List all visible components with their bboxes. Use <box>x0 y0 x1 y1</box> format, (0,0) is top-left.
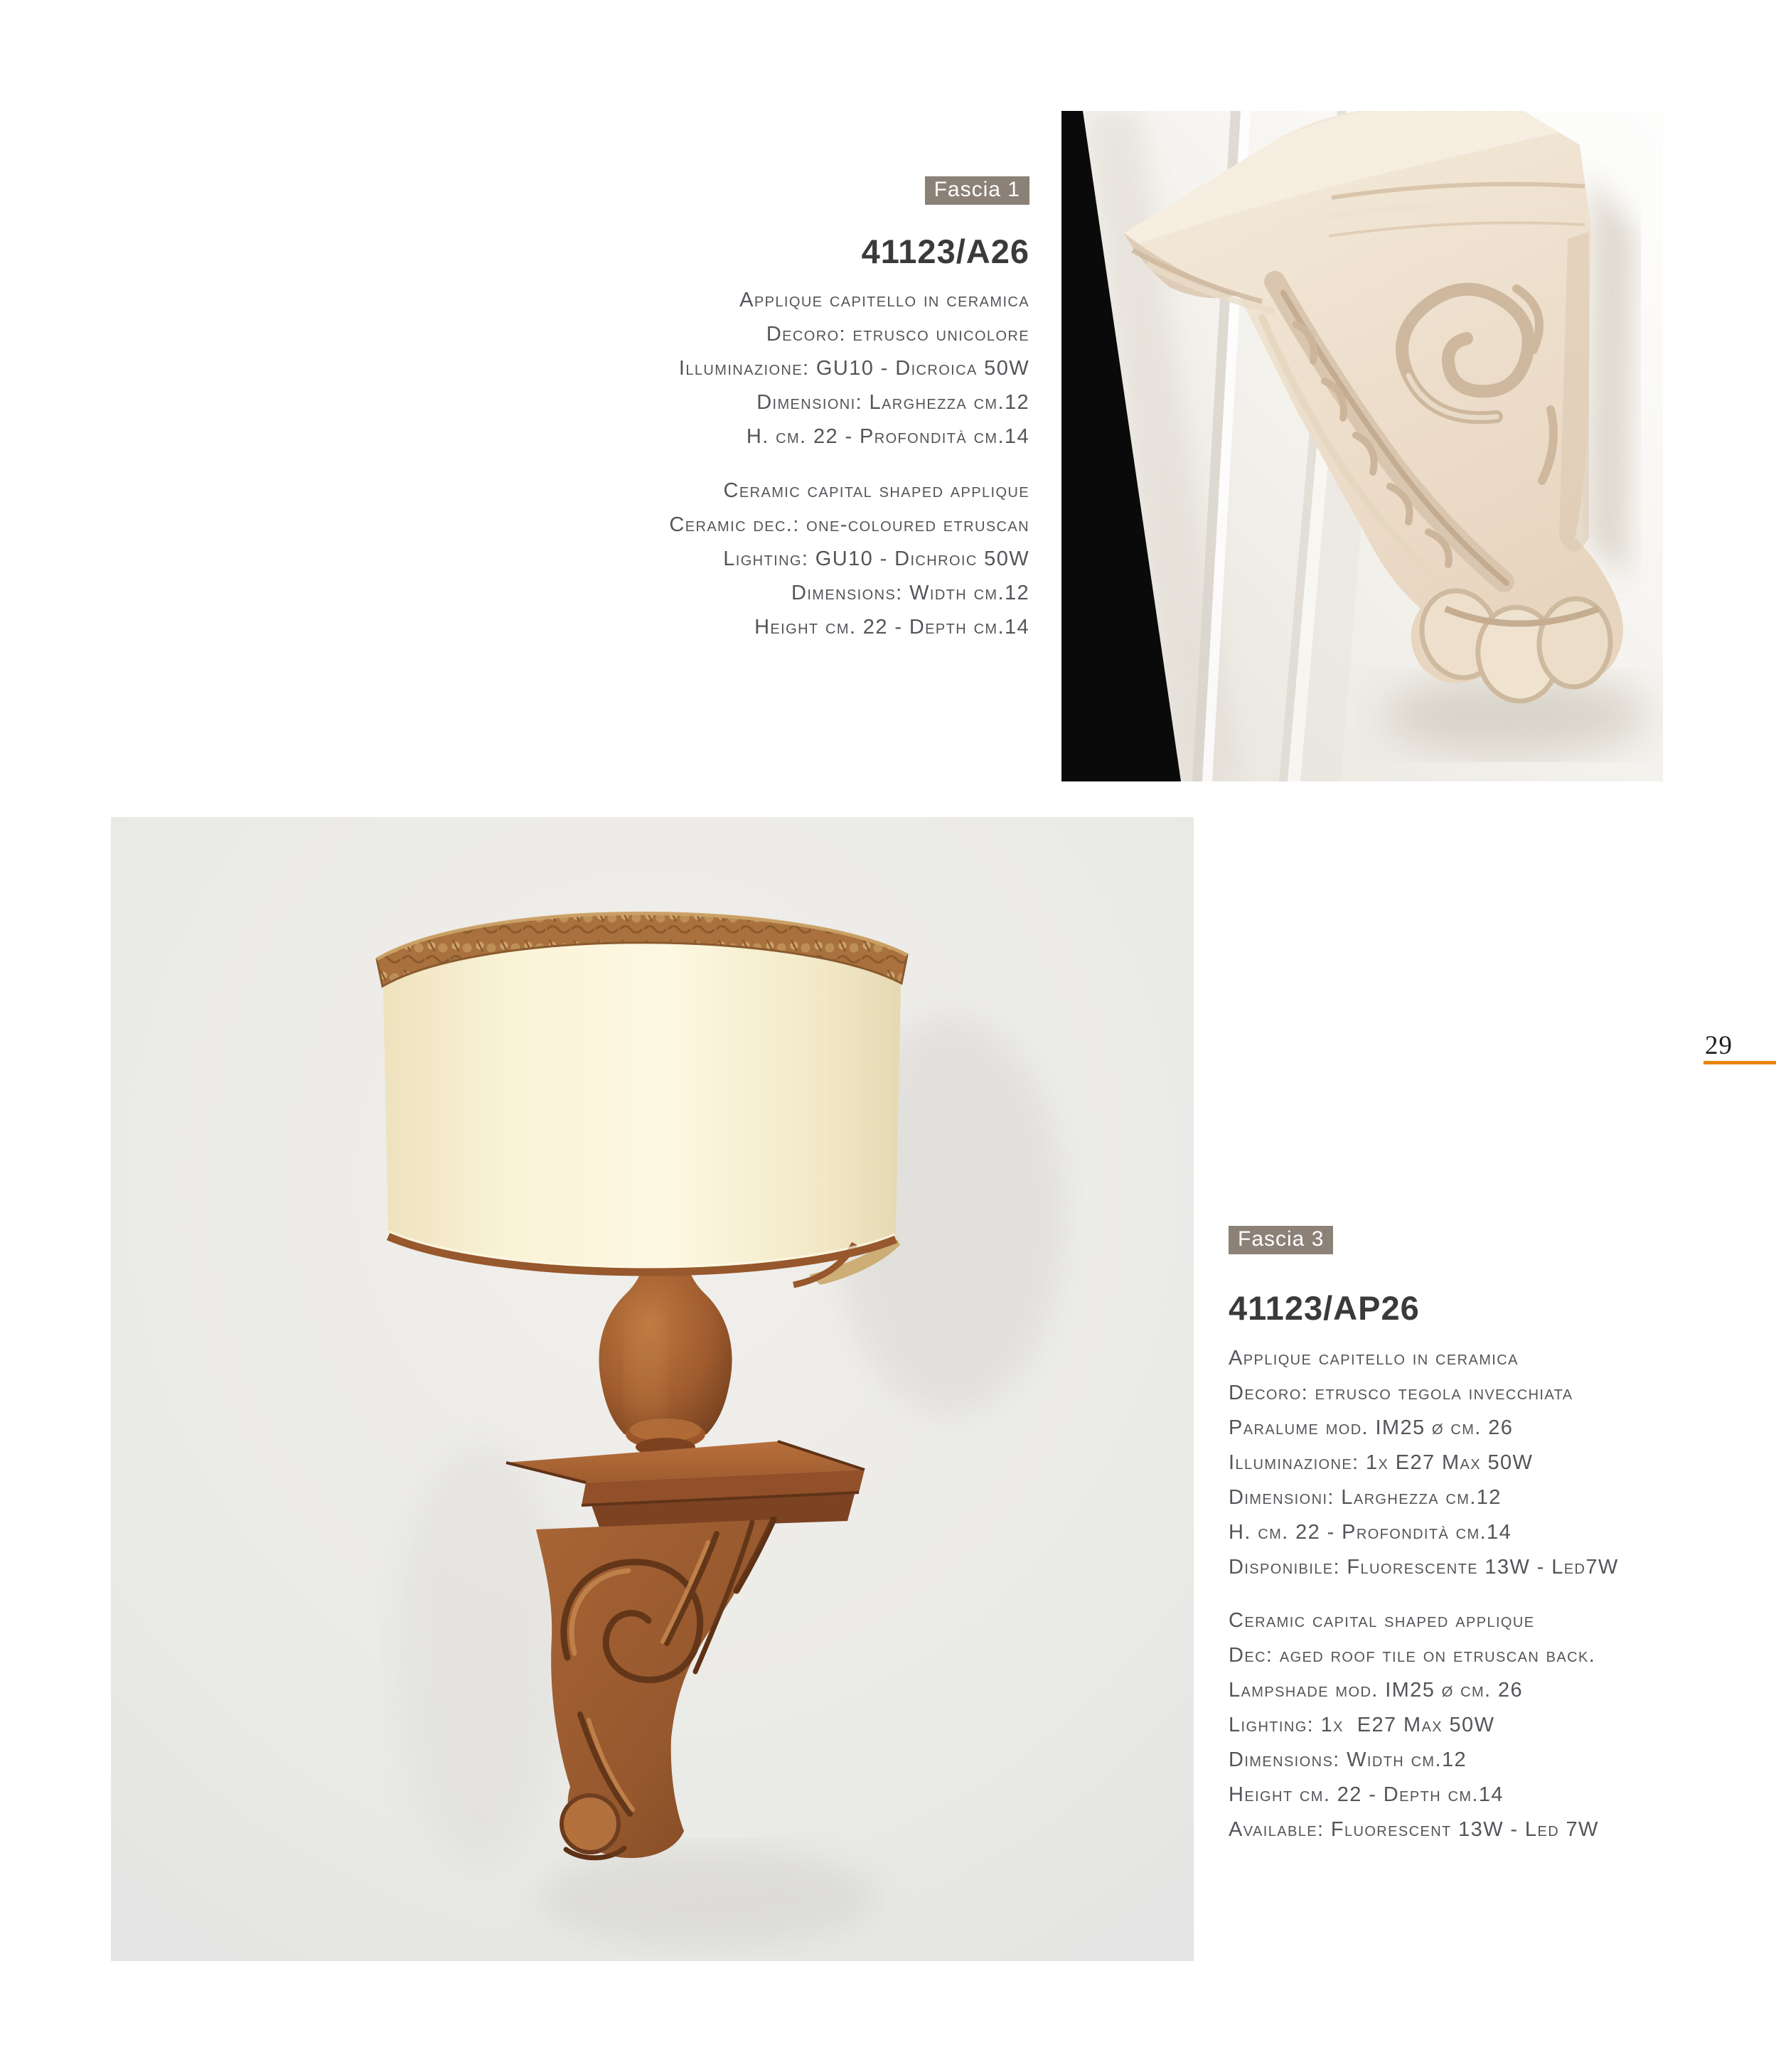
spec-line: Applique capitello in ceramica <box>1229 1347 1519 1369</box>
white-capital-photo-illustration <box>1061 111 1663 781</box>
spec-line: Lighting: 1x E27 Max 50W <box>1229 1714 1495 1736</box>
spec-line: Illuminazione: GU10 - Dicroica 50W <box>678 357 1029 380</box>
specs-italian <box>1229 1341 1726 1585</box>
spec-line: Applique capitello in ceramica <box>739 289 1029 311</box>
spec-line: Ceramic capital shaped applique <box>723 479 1029 502</box>
spec-line: Paralume mod. IM25 ø cm. 26 <box>1229 1416 1514 1439</box>
spec-line: H. cm. 22 - Profondità cm.14 <box>1229 1521 1512 1544</box>
terracotta-lamp-photo-illustration <box>111 817 1194 1961</box>
spec-line: Height cm. 22 - Depth cm.14 <box>754 616 1029 639</box>
product-1-info <box>333 176 1029 644</box>
spec-line: Dimensioni: Larghezza cm.12 <box>756 391 1029 414</box>
spec-line: Dimensioni: Larghezza cm.12 <box>1229 1486 1502 1509</box>
spec-line: Ceramic capital shaped applique <box>1229 1609 1535 1632</box>
lamp-shade <box>377 913 907 1285</box>
product-2-photo <box>111 817 1194 1961</box>
fascia-badge: Fascia 3 <box>1229 1226 1333 1254</box>
spec-line: Dimensions: Width cm.12 <box>791 582 1029 604</box>
page-accent-rule <box>1703 1061 1776 1064</box>
product-1-photo <box>1061 111 1663 781</box>
specs-italian <box>333 283 1029 454</box>
spec-line: Decoro: etrusco tegola invecchiata <box>1229 1382 1573 1404</box>
spec-line: Illuminazione: 1x E27 Max 50W <box>1229 1451 1534 1474</box>
product-2-info <box>1229 1226 1726 1847</box>
page-number: 29 <box>1705 1031 1733 1060</box>
spec-line: Dec: aged roof tile on etruscan back. <box>1229 1644 1596 1667</box>
product-code: 41123/A26 <box>861 233 1029 270</box>
spec-line: Ceramic dec.: one-coloured etruscan <box>669 513 1029 536</box>
spec-line: Height cm. 22 - Depth cm.14 <box>1229 1783 1504 1806</box>
spec-line: Available: Fluorescent 13W - Led 7W <box>1229 1818 1599 1841</box>
spec-line: Lampshade mod. IM25 ø cm. 26 <box>1229 1679 1524 1702</box>
fascia-badge: Fascia 1 <box>925 176 1029 205</box>
specs-english <box>1229 1603 1726 1847</box>
spec-line: Lighting: GU10 - Dichroic 50W <box>723 548 1029 570</box>
spec-line: Disponibile: Fluorescente 13W - Led7W <box>1229 1556 1619 1579</box>
specs-english <box>333 474 1029 644</box>
spec-line: Decoro: etrusco unicolore <box>766 323 1029 346</box>
spec-line: H. cm. 22 - Profondità cm.14 <box>746 425 1029 448</box>
product-code: 41123/AP26 <box>1229 1289 1420 1327</box>
spec-line: Dimensions: Width cm.12 <box>1229 1748 1467 1771</box>
